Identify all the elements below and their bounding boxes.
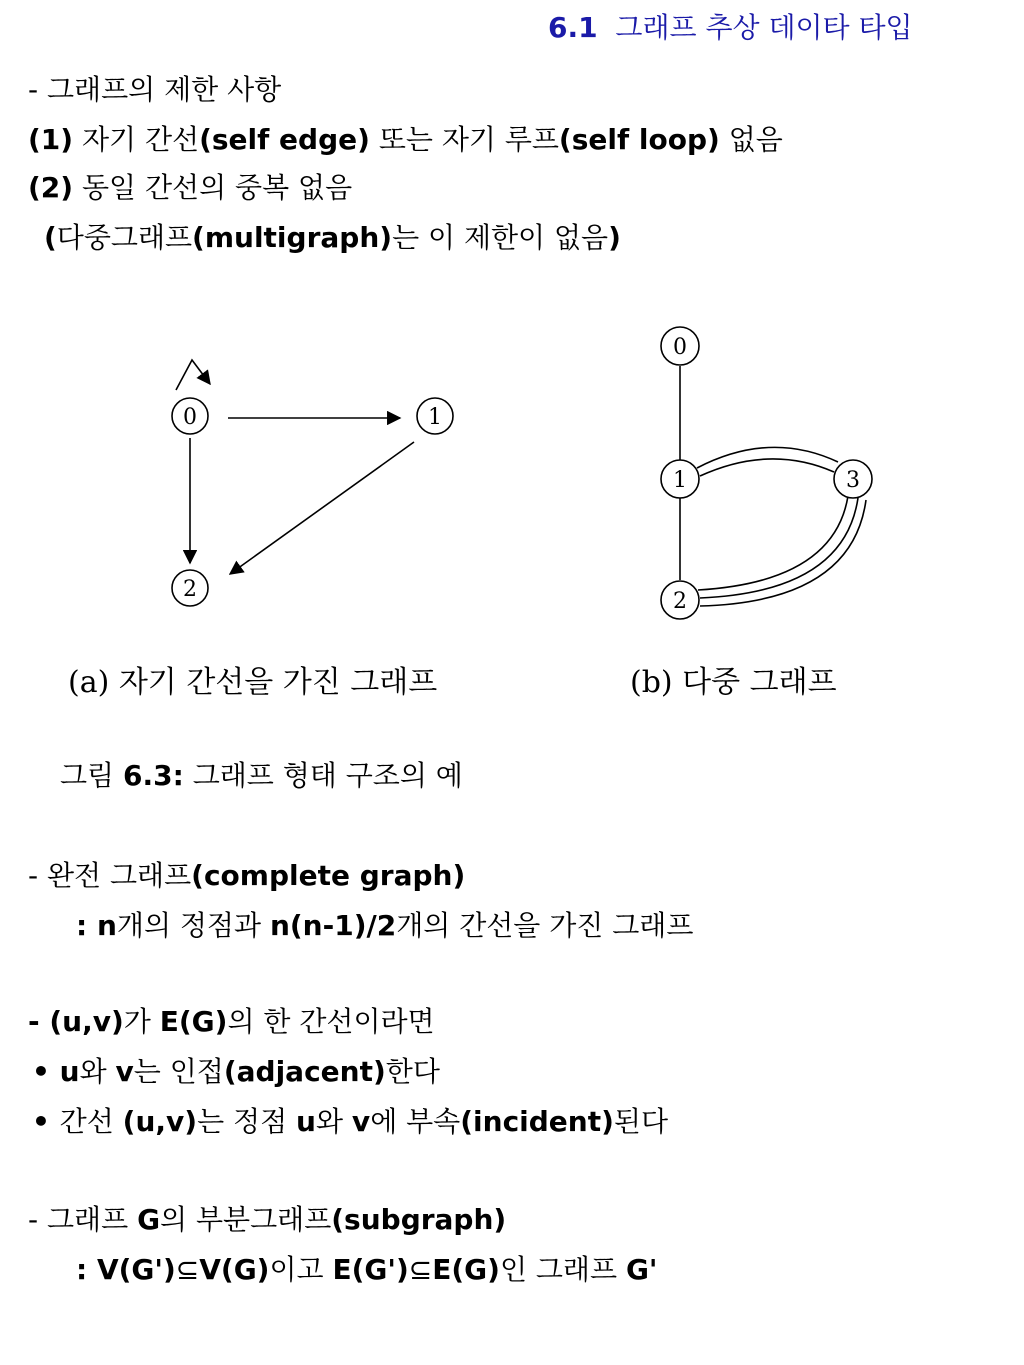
term: (complete graph) — [191, 859, 466, 892]
text: 인 그래프 — [499, 1253, 626, 1286]
term: : n — [76, 909, 117, 942]
text: 의 한 간선이라면 — [227, 1005, 435, 1038]
graph-b-nodes — [661, 327, 872, 619]
edge-2-3-c — [700, 500, 866, 606]
term: : V(G') — [76, 1253, 176, 1286]
text: 와 — [79, 1055, 116, 1088]
restrictions-heading: - 그래프의 제한 사항 — [28, 73, 282, 106]
figure-caption — [60, 759, 463, 792]
text: 개의 간선을 가진 그래프 — [396, 909, 694, 942]
graph-a — [172, 360, 453, 606]
item-number: (2) — [28, 171, 74, 204]
text: 된다 — [613, 1105, 669, 1138]
edge-2-3-a — [698, 496, 848, 590]
term: (self edge) — [199, 123, 370, 156]
text: 개의 정점과 — [116, 909, 270, 942]
self-loop-edge — [176, 360, 210, 390]
formula: n(n-1)/2 — [269, 909, 397, 942]
graph-b-node-3-label: 3 — [846, 468, 860, 493]
complete-graph-heading — [28, 859, 466, 892]
term: (multigraph) — [192, 221, 393, 254]
term: v — [351, 1105, 371, 1138]
item-number: (1) — [28, 123, 74, 156]
text: 는 정점 — [197, 1105, 297, 1138]
term: G — [137, 1203, 161, 1236]
graph-a-node-0-label: 0 — [183, 405, 197, 430]
text: - 그래프 — [28, 1203, 138, 1236]
edge-2-3-b — [700, 498, 858, 598]
subgraph-heading — [28, 1203, 507, 1236]
graph-b-node-2-label: 2 — [673, 589, 687, 614]
text: 없음 — [719, 123, 783, 156]
term: (incident) — [460, 1105, 614, 1138]
edge-def-bullet-1 — [32, 1055, 440, 1088]
complete-graph-def — [76, 909, 694, 942]
term: - (u,v) — [28, 1005, 124, 1038]
graph-b-node-0-label: 0 — [673, 335, 687, 360]
term: (u,v) — [122, 1105, 198, 1138]
term: (adjacent) — [223, 1055, 386, 1088]
text: 는 인접 — [133, 1055, 224, 1088]
term: E(G) — [432, 1253, 500, 1286]
text: 자기 간선 — [73, 123, 200, 156]
text: 는 이 제한이 없음 — [392, 221, 609, 254]
term: • u — [32, 1055, 80, 1088]
text: 그림 — [60, 759, 123, 792]
edge-1-2 — [230, 442, 414, 574]
graph-a-node-1-label: 1 — [428, 405, 442, 430]
term: E(G') — [332, 1253, 409, 1286]
text: 가 — [123, 1005, 160, 1038]
term: (subgraph) — [331, 1203, 507, 1236]
text: 에 부속 — [370, 1105, 461, 1138]
section-title-text: 그래프 추상 데이타 타입 — [615, 11, 913, 44]
text: 동일 간선의 중복 없음 — [73, 171, 353, 204]
text: 의 부분그래프 — [160, 1203, 332, 1236]
graph-a-node-2-label: 2 — [183, 577, 197, 602]
term: (self loop) — [558, 123, 720, 156]
text: 와 — [315, 1105, 352, 1138]
text: 이고 — [269, 1253, 333, 1286]
text: 또는 자기 루프 — [369, 123, 559, 156]
term: V(G) — [199, 1253, 270, 1286]
term: u — [296, 1105, 316, 1138]
subgraph-def — [76, 1253, 658, 1286]
text: 한다 — [385, 1055, 440, 1088]
term: v — [115, 1055, 134, 1088]
subset-symbol: ⊆ — [408, 1253, 433, 1286]
paren: ( — [44, 221, 57, 254]
edge-def-bullet-2 — [32, 1105, 669, 1138]
edge-def-heading — [28, 1005, 435, 1038]
section-number: 6.1 — [548, 11, 598, 44]
bullet: • — [32, 1105, 60, 1138]
paren: ) — [608, 221, 621, 254]
figure-number: 6.3: — [123, 759, 184, 792]
edge-1-3-b — [700, 459, 834, 476]
term: G' — [625, 1253, 658, 1286]
text: 간선 — [59, 1105, 123, 1138]
term: E(G) — [159, 1005, 228, 1038]
text: 다중그래프 — [56, 221, 193, 254]
graph-a-caption: (a) 자기 간선을 가진 그래프 — [68, 665, 438, 700]
subset-symbol: ⊆ — [175, 1253, 200, 1286]
graph-b-caption: (b) 다중 그래프 — [630, 665, 837, 700]
text: - 완전 그래프 — [28, 859, 192, 892]
graph-b-node-1-label: 1 — [673, 468, 687, 493]
text: 그래프 형태 구조의 예 — [183, 759, 463, 792]
